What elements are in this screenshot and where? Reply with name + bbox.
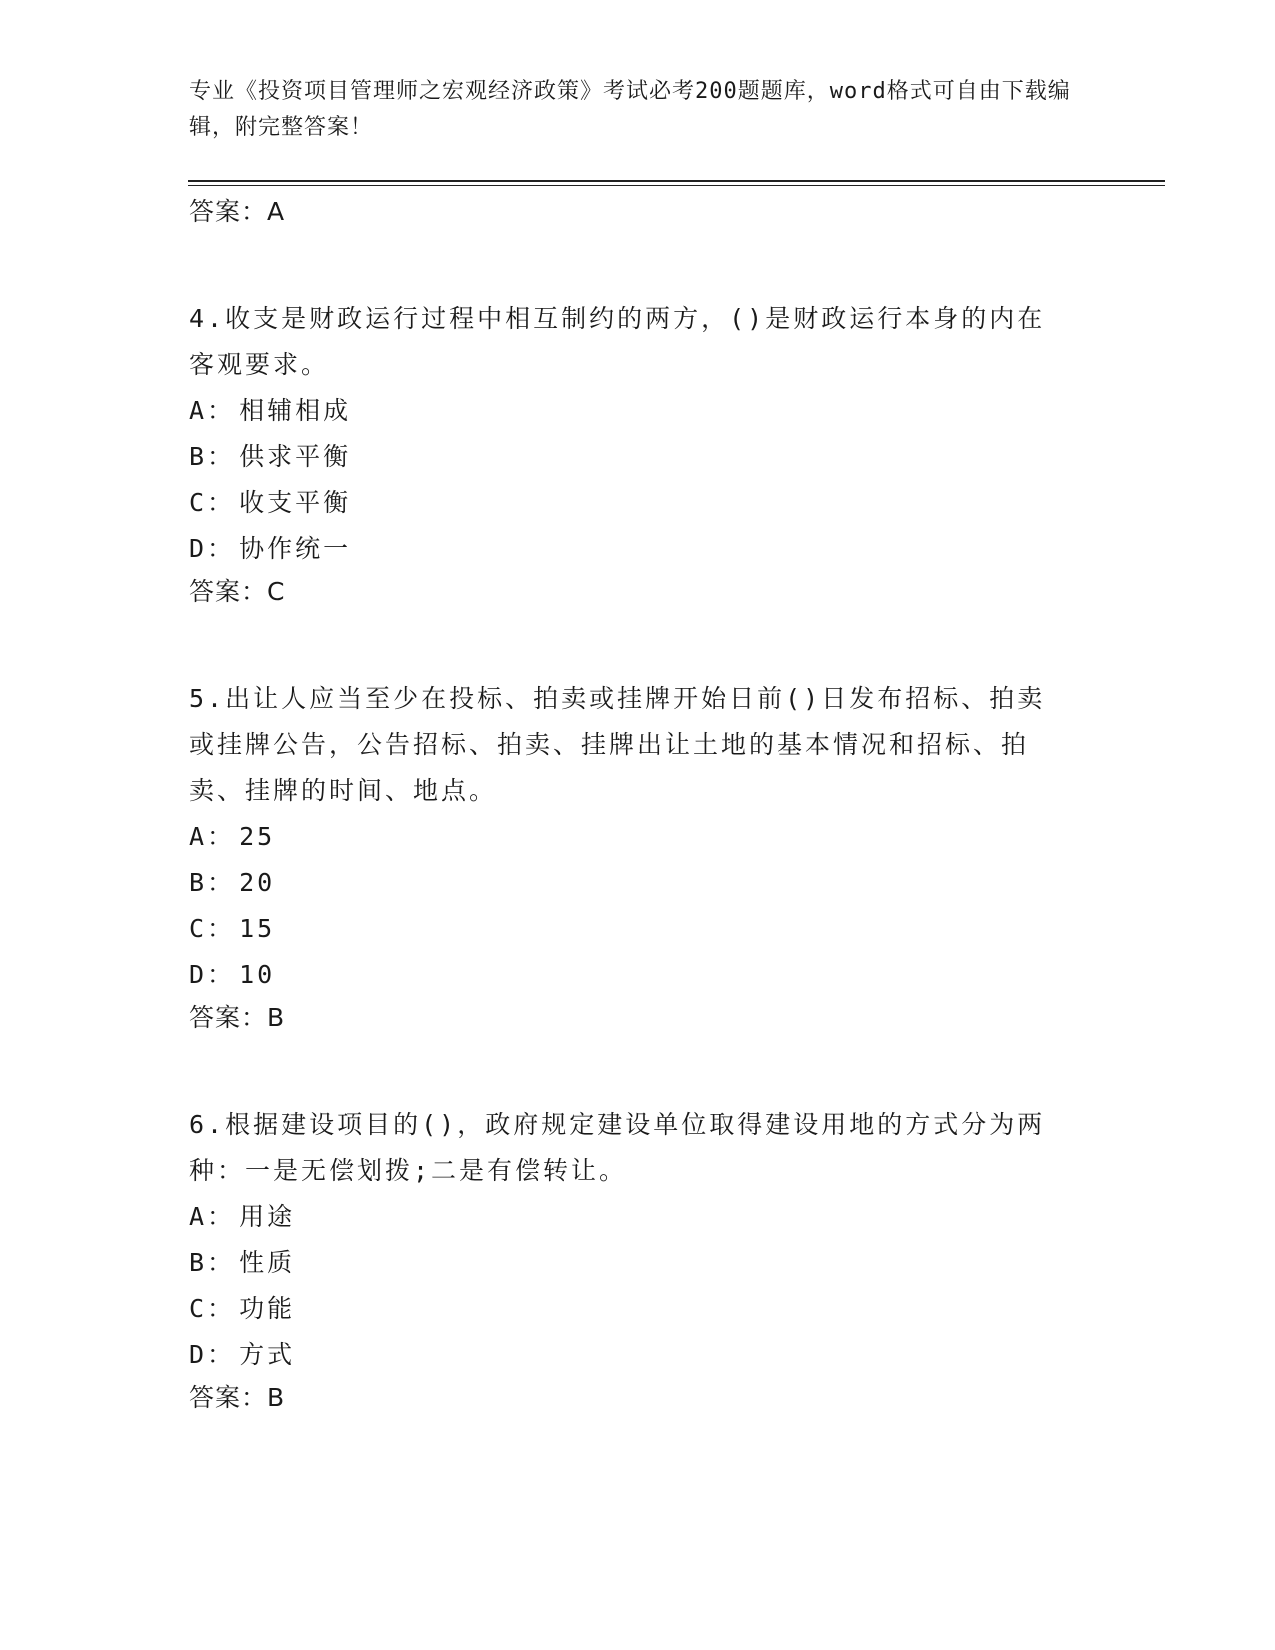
- option-b: [189, 860, 1069, 906]
- answer-line: [189, 998, 1069, 1044]
- answer-value: B: [267, 1383, 286, 1412]
- question-6: [189, 1102, 1069, 1424]
- option-text: 相辅相成: [239, 396, 352, 425]
- option-text: 功能: [239, 1294, 296, 1323]
- option-key: D：: [189, 534, 236, 563]
- answer-value: B: [267, 1003, 286, 1032]
- option-text: 20: [239, 868, 276, 897]
- option-b: [189, 434, 1069, 480]
- answer-line: [189, 192, 1069, 238]
- option-key: B：: [189, 1248, 236, 1277]
- question-text: 收支是财政运行过程中相互制约的两方，()是财政运行本身的内在客观要求。: [189, 304, 1046, 379]
- option-c: [189, 480, 1069, 526]
- option-c: [189, 1286, 1069, 1332]
- question-number: 5.: [189, 684, 226, 713]
- option-key: C：: [189, 488, 236, 517]
- option-key: A：: [189, 822, 236, 851]
- answer-label: 答案：: [189, 197, 268, 226]
- option-text: 10: [239, 960, 276, 989]
- option-a: [189, 814, 1069, 860]
- option-c: [189, 906, 1069, 952]
- option-a: [189, 388, 1069, 434]
- option-text: 收支平衡: [239, 488, 352, 517]
- answer-line: [189, 572, 1069, 618]
- answer-line: [189, 1378, 1069, 1424]
- question-4: [189, 296, 1069, 618]
- question-number: 6.: [189, 1110, 226, 1139]
- option-key: B：: [189, 442, 236, 471]
- answer-value: A: [267, 197, 286, 226]
- question-text: 根据建设项目的()，政府规定建设单位取得建设用地的方式分为两种：一是无偿划拨;二是有偿转让。: [189, 1110, 1046, 1185]
- option-text: 用途: [239, 1202, 296, 1231]
- option-key: C：: [189, 914, 236, 943]
- option-key: C：: [189, 1294, 236, 1323]
- option-key: B：: [189, 868, 236, 897]
- option-key: D：: [189, 960, 236, 989]
- option-text: 供求平衡: [239, 442, 352, 471]
- question-text: 出让人应当至少在投标、拍卖或挂牌开始日前()日发布招标、拍卖或挂牌公告，公告招标、拍卖、挂牌出让土地的基本情况和招标、拍卖、挂牌的时间、地点。: [189, 684, 1046, 805]
- question-5: [189, 676, 1069, 1044]
- question-stem: [189, 676, 1069, 814]
- answer-label: 答案：: [189, 1003, 268, 1032]
- option-a: [189, 1194, 1069, 1240]
- option-text: 方式: [239, 1340, 296, 1369]
- document-header: 专业《投资项目管理师之宏观经济政策》考试必考200题题库，word格式可自由下载编辑，附完整答案！: [189, 79, 1071, 140]
- option-text: 性质: [239, 1248, 296, 1277]
- option-key: D：: [189, 1340, 236, 1369]
- question-stem: [189, 296, 1069, 388]
- option-text: 15: [239, 914, 276, 943]
- header-divider-thin: [188, 185, 1165, 186]
- option-text: 25: [239, 822, 276, 851]
- question-list: [189, 192, 1069, 1424]
- option-key: A：: [189, 396, 236, 425]
- answer-label: 答案：: [189, 1383, 268, 1412]
- option-d: [189, 526, 1069, 572]
- question-stem: [189, 1102, 1069, 1194]
- answer-label: 答案：: [189, 577, 268, 606]
- option-text: 协作统一: [239, 534, 352, 563]
- option-d: [189, 952, 1069, 998]
- option-b: [189, 1240, 1069, 1286]
- header-divider-thick: [188, 180, 1165, 182]
- answer-value: C: [267, 577, 286, 606]
- option-d: [189, 1332, 1069, 1378]
- option-key: A：: [189, 1202, 236, 1231]
- question-number: 4.: [189, 304, 226, 333]
